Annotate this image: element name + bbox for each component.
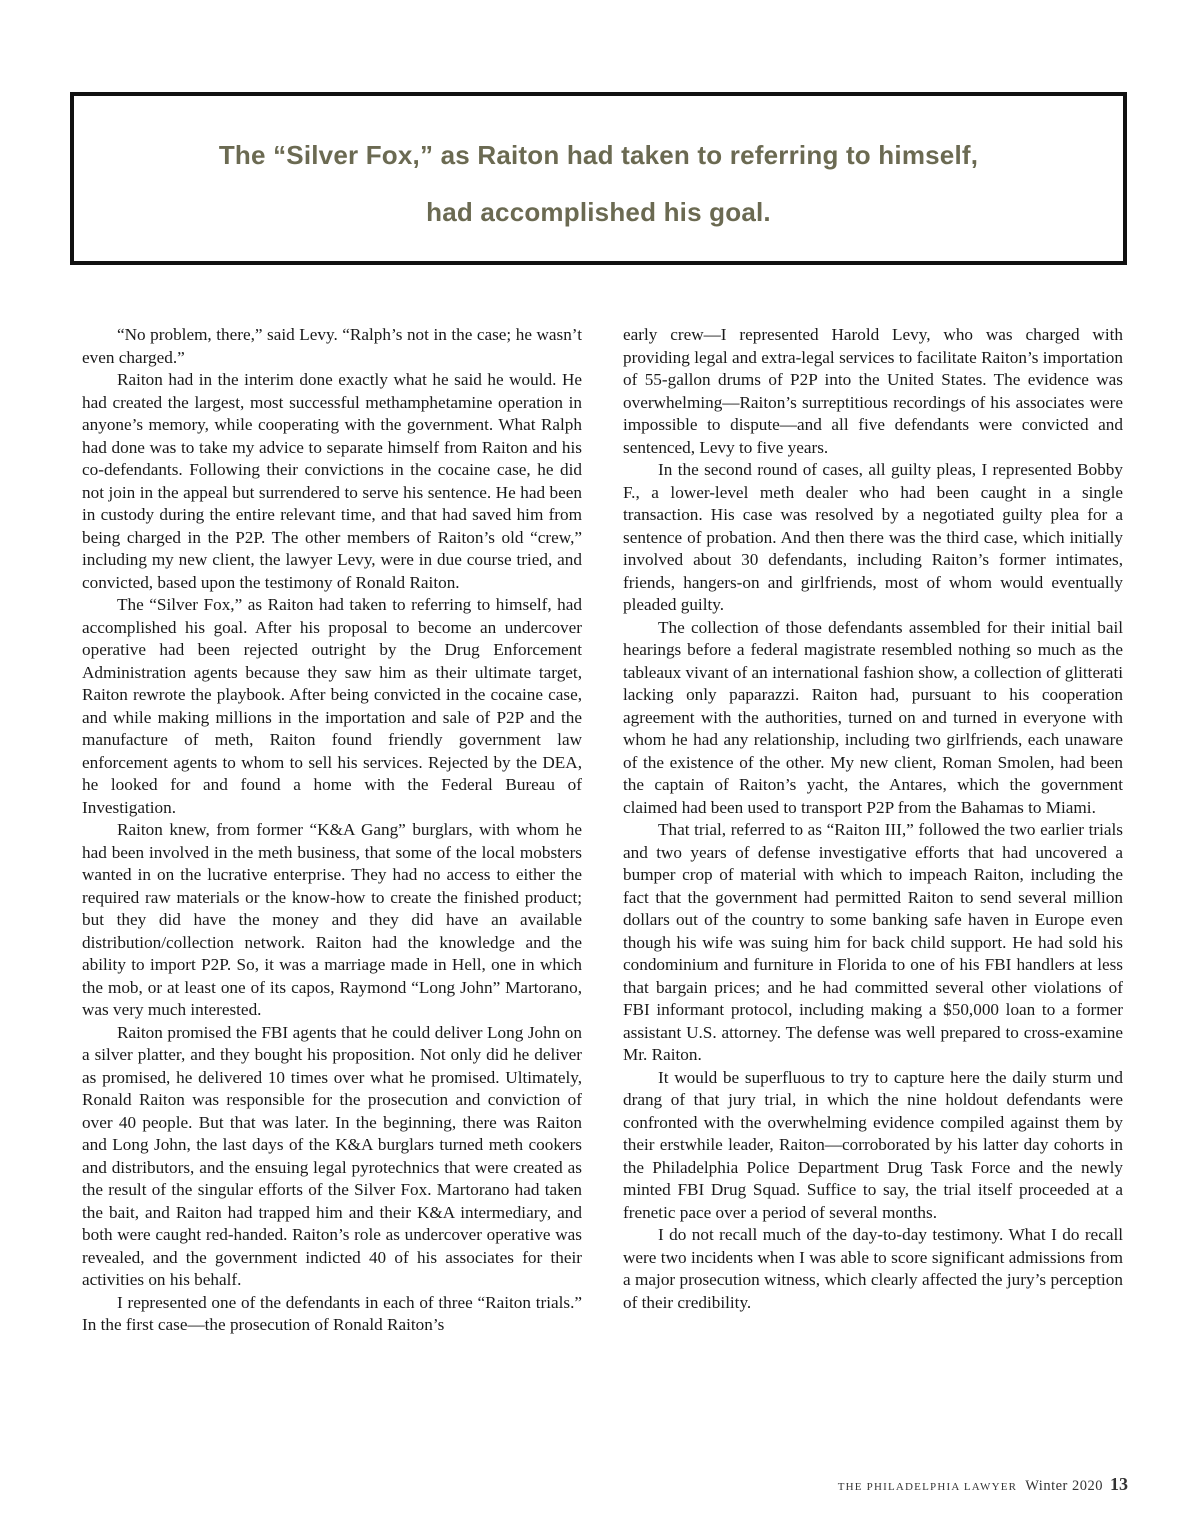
pull-quote-line-2: had accomplished his goal. — [426, 197, 771, 227]
paragraph: Raiton knew, from former “K&A Gang” burglars, with whom he had been involved in the meth business, that some of the local mobsters wanted in on the lucrative enterprise. They had no access to either the required raw materials or the know-how to create the finished product; but they did have the money and they did have an available distribution/collection network. Raiton had the knowledge and the ability to import P2P. So, it was a marriage made in Hell, one in which the mob, or at least one of its capos, Raymond “Long John” Martorano, was very much interested. — [82, 820, 582, 1019]
paragraph: I represented one of the defendants in each of three “Raiton trials.” In the first case—the prosecution of Ronald Raiton’s — [82, 1292, 582, 1334]
pull-quote-box — [70, 92, 1127, 265]
paragraph: In the second round of cases, all guilty pleas, I represented Bobby F., a lower-level meth dealer who had been caught in a single transaction. His case was resolved by a negotiated guilty plea for a sentence of probation. And then there was the third case, which initially involved about 30 defendants, including Raiton’s former intimates, friends, hangers-on and girlfriends, most of whom would eventually pleaded guilty. — [623, 460, 1123, 614]
page-footer — [838, 1474, 1128, 1495]
paragraph: The “Silver Fox,” as Raiton had taken to referring to himself, had accomplished his goal. After his proposal to become an undercover operative had been rejected outright by the Drug Enforcement Administration agents because they saw him as their ultimate target, Raiton rewrote the playbook. After being convicted in the cocaine case, and while making millions in the importation and sale of P2P and the manufacture of meth, Raiton found friendly government law enforcement agents to whom to sell his services. Rejected by the DEA, he looked for and found a home with the Federal Bureau of Investigation. — [82, 595, 582, 817]
pull-quote-line-1: The “Silver Fox,” as Raiton had taken to referring to himself, — [218, 140, 979, 170]
paragraph: The collection of those defendants assembled for their initial bail hearings before a federal magistrate resembled nothing so much as the tableaux vivant of an international fashion show, a collection of glitterati lacking only paparazzi. Raiton had, pursuant to his cooperation agreement with the authorities, turned on and turned in everyone with whom he had any relationship, including two girlfriends, each unaware of the existence of the other. My new client, Roman Smolen, had been the captain of Raiton’s yacht, the Antares, which the government claimed had been used to transport P2P from the Bahamas to Miami. — [623, 617, 1123, 817]
paragraph: It would be superfluous to try to capture here the daily sturm und drang of that jury trial, in which the nine holdout defendants were confronted with the overwhelming evidence compiled against them by their erstwhile leader, Raiton—corroborated by his latter day cohorts in the Philadelphia Police Department Drug Task Force and the newly minted FBI Drug Squad. Suffice to say, the trial itself proceeded at a frenetic pace over a period of several months. — [623, 1067, 1123, 1222]
paragraph: That trial, referred to as “Raiton III,” followed the two earlier trials and two years of defense investigative efforts that had uncovered a bumper crop of material with which to impeach Raiton, including the fact that the government had permitted Raiton to send several million dollars out of the country to some banking safe haven in Europe even though his wife was suing him for back child support. He had sold his condominium and furniture in Florida to one of his FBI handlers at less that bargain prices; and he had committed several other violations of FBI informant protocol, including making a $50,000 loan to a former assistant U.S. attorney. The defense was well prepared to cross-examine Mr. Raiton. — [623, 820, 1123, 1064]
paragraph: Raiton had in the interim done exactly what he said he would. He had created the largest, most successful methamphetamine operation in anyone’s memory, while cooperating with the government. What Ralph had done was to take my advice to separate himself from Raiton and his co-defendants. Following their convictions in the cocaine case, he did not join in the appeal but surrendered to serve his sentence. He had been in custody during the entire relevant time, and that had saved him from being charged in the P2P. The other members of Raiton’s old “crew,” including my new client, the lawyer Levy, were in due course tried, and convicted, based upon the testimony of Ronald Raiton. — [82, 370, 582, 592]
paragraph: “No problem, there,” said Levy. “Ralph’s not in the case; he wasn’t even charged.” — [82, 325, 582, 367]
right-column — [623, 324, 1123, 1314]
page-number: 13 — [1110, 1474, 1128, 1494]
left-column — [82, 324, 582, 1337]
paragraph-continued: early crew—I represented Harold Levy, who was charged with providing legal and extra-legal services to facilitate Raiton’s importation of 55-gallon drums of P2P into the United States. The evidence was overwhelming—Raiton’s surreptitious recordings of his associates were impossible to dispute—and all five defendants were convicted and sentenced, Levy to five years. — [623, 325, 1123, 457]
paragraph: Raiton promised the FBI agents that he could deliver Long John on a silver platter, and they bought his proposition. Not only did he deliver as promised, he delivered 10 times over what he promised. Ultimately, Ronald Raiton was responsible for the prosecution and conviction of over 40 people. But that was later. In the beginning, there was Raiton and Long John, the last days of the K&A burglars turned meth cookers and distributors, and the ensuing legal pyrotechnics that were created as the result of the singular efforts of the Silver Fox. Martorano had taken the bait, and Raiton had trapped him and their K&A intermediary, and both were caught red-handed. Raiton’s role as undercover operative was revealed, and the government indicted 40 of his associates for their activities on his behalf. — [82, 1022, 582, 1289]
paragraph: I do not recall much of the day-to-day testimony. What I do recall were two incidents when I was able to score significant admissions from a major prosecution witness, which clearly affected the jury’s perception of their credibility. — [623, 1225, 1123, 1312]
issue-date: Winter 2020 — [1025, 1478, 1103, 1494]
publication-name: THE PHILADELPHIA LAWYER — [837, 1481, 1018, 1493]
